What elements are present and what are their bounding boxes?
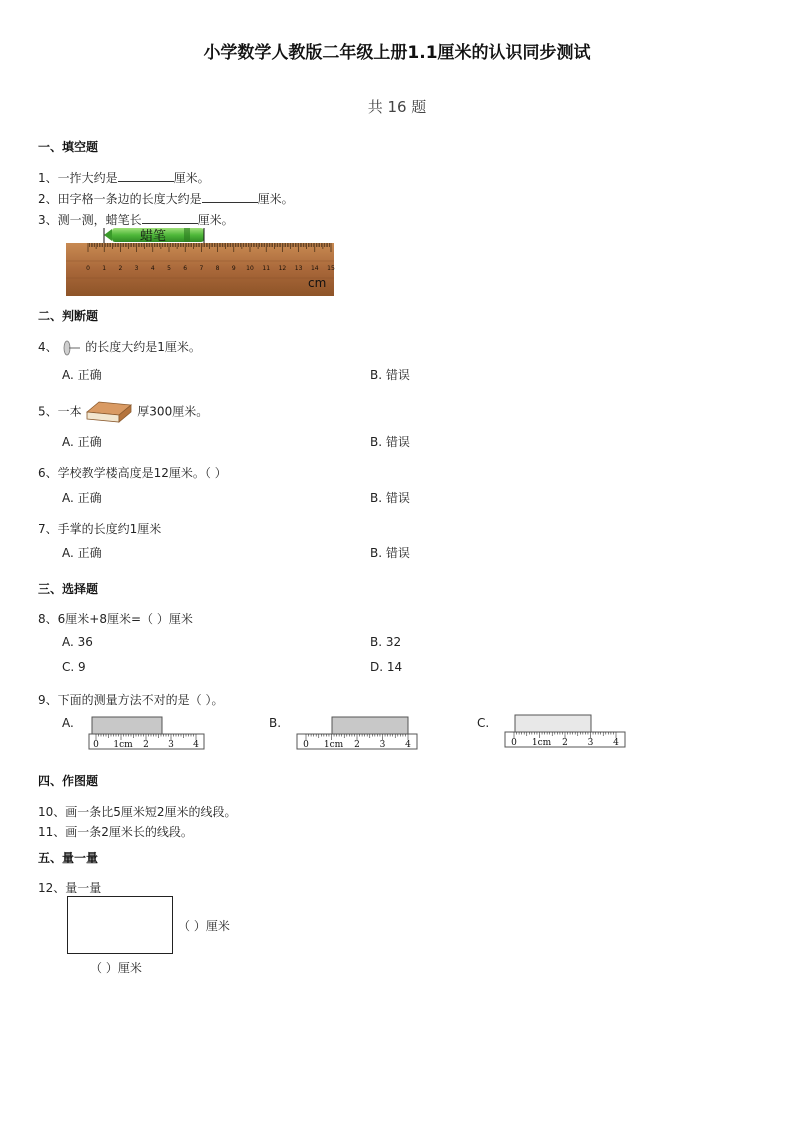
question-2-suffix: 厘米。 bbox=[257, 192, 294, 206]
q6-option-b[interactable]: B. 错误 bbox=[370, 491, 410, 505]
section-drawing: 四、作图题 bbox=[38, 774, 99, 788]
q9-ruler-c bbox=[504, 714, 628, 750]
answer-blank bbox=[118, 170, 174, 182]
q9-ruler-b bbox=[296, 716, 420, 752]
q5-option-b[interactable]: B. 错误 bbox=[370, 435, 410, 449]
ruler-tick-label: 5 bbox=[167, 265, 171, 272]
q8-option-a[interactable]: A. 36 bbox=[62, 635, 93, 649]
answer-blank bbox=[142, 212, 198, 224]
crayon-tip bbox=[104, 229, 112, 241]
ruler-tick-label: 2 bbox=[143, 740, 149, 750]
question-2 bbox=[38, 190, 294, 207]
q4-option-a[interactable]: A. 正确 bbox=[62, 368, 102, 382]
measured-bar bbox=[515, 715, 591, 732]
ruler-tick-label: 0 bbox=[511, 738, 517, 748]
page-title: 小学数学人教版二年级上册1.1厘米的认识同步测试 bbox=[203, 43, 591, 63]
q5-option-a[interactable]: A. 正确 bbox=[62, 435, 102, 449]
book-icon bbox=[85, 400, 133, 424]
measured-bar bbox=[332, 717, 408, 734]
question-1-suffix: 厘米。 bbox=[173, 171, 210, 185]
q9-ruler-a bbox=[88, 716, 206, 752]
ruler-tick-label: 3 bbox=[587, 738, 594, 748]
section-fill-blank: 一、填空题 bbox=[38, 140, 99, 154]
ruler-tick-label: 3 bbox=[134, 265, 139, 272]
ruler-tick-label: 4 bbox=[193, 740, 199, 750]
ruler-tick-label: 11 bbox=[262, 265, 271, 272]
question-1-text: 1、一拃大约是 bbox=[38, 171, 118, 185]
section-multiple-choice: 三、选择题 bbox=[38, 582, 99, 596]
question-7: 7、手掌的长度约1厘米 bbox=[38, 522, 162, 536]
ruler-tick-label: 2 bbox=[118, 265, 123, 272]
question-4-number: 4、 bbox=[38, 340, 58, 354]
ruler-tick-label: 8 bbox=[215, 265, 220, 272]
ruler-tick-label: 1cm bbox=[323, 740, 344, 750]
ruler-tick-label: 4 bbox=[405, 740, 411, 750]
question-5-number: 5、一本 bbox=[38, 404, 82, 419]
question-5 bbox=[38, 400, 208, 424]
question-11: 11、画一条2厘米长的线段。 bbox=[38, 825, 193, 839]
measured-bar bbox=[92, 717, 162, 734]
question-3-suffix: 厘米。 bbox=[197, 213, 234, 227]
ruler-tick-label: 7 bbox=[199, 265, 204, 272]
question-count: 共 16 题 bbox=[367, 98, 427, 116]
question-1 bbox=[38, 169, 210, 186]
q8-option-b[interactable]: B. 32 bbox=[370, 635, 402, 649]
measure-rectangle bbox=[67, 896, 173, 954]
question-10: 10、画一条比5厘米短2厘米的线段。 bbox=[38, 805, 237, 819]
section-true-false: 二、判断题 bbox=[38, 309, 99, 323]
question-6: 6、学校教学楼高度是12厘米。（ ） bbox=[38, 466, 227, 480]
ruler-unit-label: cm bbox=[308, 276, 327, 290]
ruler-tick-label: 9 bbox=[231, 265, 236, 272]
ruler-tick-label: 4 bbox=[613, 738, 619, 748]
ruler-tick-label: 10 bbox=[246, 265, 254, 272]
ruler-tick-label: 3 bbox=[379, 740, 386, 750]
question-8: 8、6厘米+8厘米=（ ）厘米 bbox=[38, 612, 193, 626]
question-5-text: 厚300厘米。 bbox=[137, 404, 209, 419]
q7-option-a[interactable]: A. 正确 bbox=[62, 546, 102, 560]
question-12: 12、量一量 bbox=[38, 881, 102, 895]
q9-option-b[interactable]: B. bbox=[269, 716, 282, 730]
question-9: 9、下面的测量方法不对的是（ ）。 bbox=[38, 693, 224, 707]
q8-option-c[interactable]: C. 9 bbox=[62, 660, 86, 674]
q8-option-d[interactable]: D. 14 bbox=[370, 660, 403, 674]
ruler-tick-label: 14 bbox=[310, 265, 319, 272]
ruler-tick-label: 1cm bbox=[531, 738, 552, 748]
ruler-tick-label: 2 bbox=[562, 738, 568, 748]
ruler-tick-label: 0 bbox=[303, 740, 309, 750]
ruler-tick-label: 1cm bbox=[113, 740, 133, 750]
ruler-tick-label: 3 bbox=[168, 740, 174, 750]
ruler-tick-label: 0 bbox=[93, 740, 99, 750]
question-2-text: 2、田字格一条边的长度大约是 bbox=[38, 192, 202, 206]
q6-option-a[interactable]: A. 正确 bbox=[62, 491, 102, 505]
ruler-tick-label: 2 bbox=[354, 740, 360, 750]
q9-option-c[interactable]: C. bbox=[477, 716, 490, 730]
question-4 bbox=[38, 338, 201, 356]
question-4-text: 的长度大约是1厘米。 bbox=[85, 340, 201, 354]
q7-option-b[interactable]: B. 错误 bbox=[370, 546, 410, 560]
rectangle-height-answer: （ ）厘米 bbox=[178, 919, 230, 933]
question-3-text: 3、测一测，蜡笔长 bbox=[38, 213, 142, 227]
crayon-label: 蜡笔 bbox=[140, 229, 167, 244]
q9-option-a[interactable]: A. bbox=[62, 716, 74, 730]
answer-blank bbox=[202, 191, 258, 203]
ruler-tick-label: 13 bbox=[294, 265, 303, 272]
ruler-tick-label: 12 bbox=[278, 265, 287, 272]
ruler-tick-label: 15 bbox=[327, 265, 335, 272]
ruler-tick-label: 4 bbox=[150, 265, 155, 272]
rectangle-width-answer: （ ）厘米 bbox=[90, 961, 142, 975]
ruler-tick-label: 0 bbox=[86, 265, 90, 272]
ruler-tick-label: 6 bbox=[183, 265, 188, 272]
crayon-ruler-image bbox=[66, 226, 334, 296]
section-measure: 五、量一量 bbox=[38, 851, 99, 865]
thumbtack-icon bbox=[61, 340, 81, 356]
ruler-tick-label: 1 bbox=[102, 265, 107, 272]
q4-option-b[interactable]: B. 错误 bbox=[370, 368, 410, 382]
